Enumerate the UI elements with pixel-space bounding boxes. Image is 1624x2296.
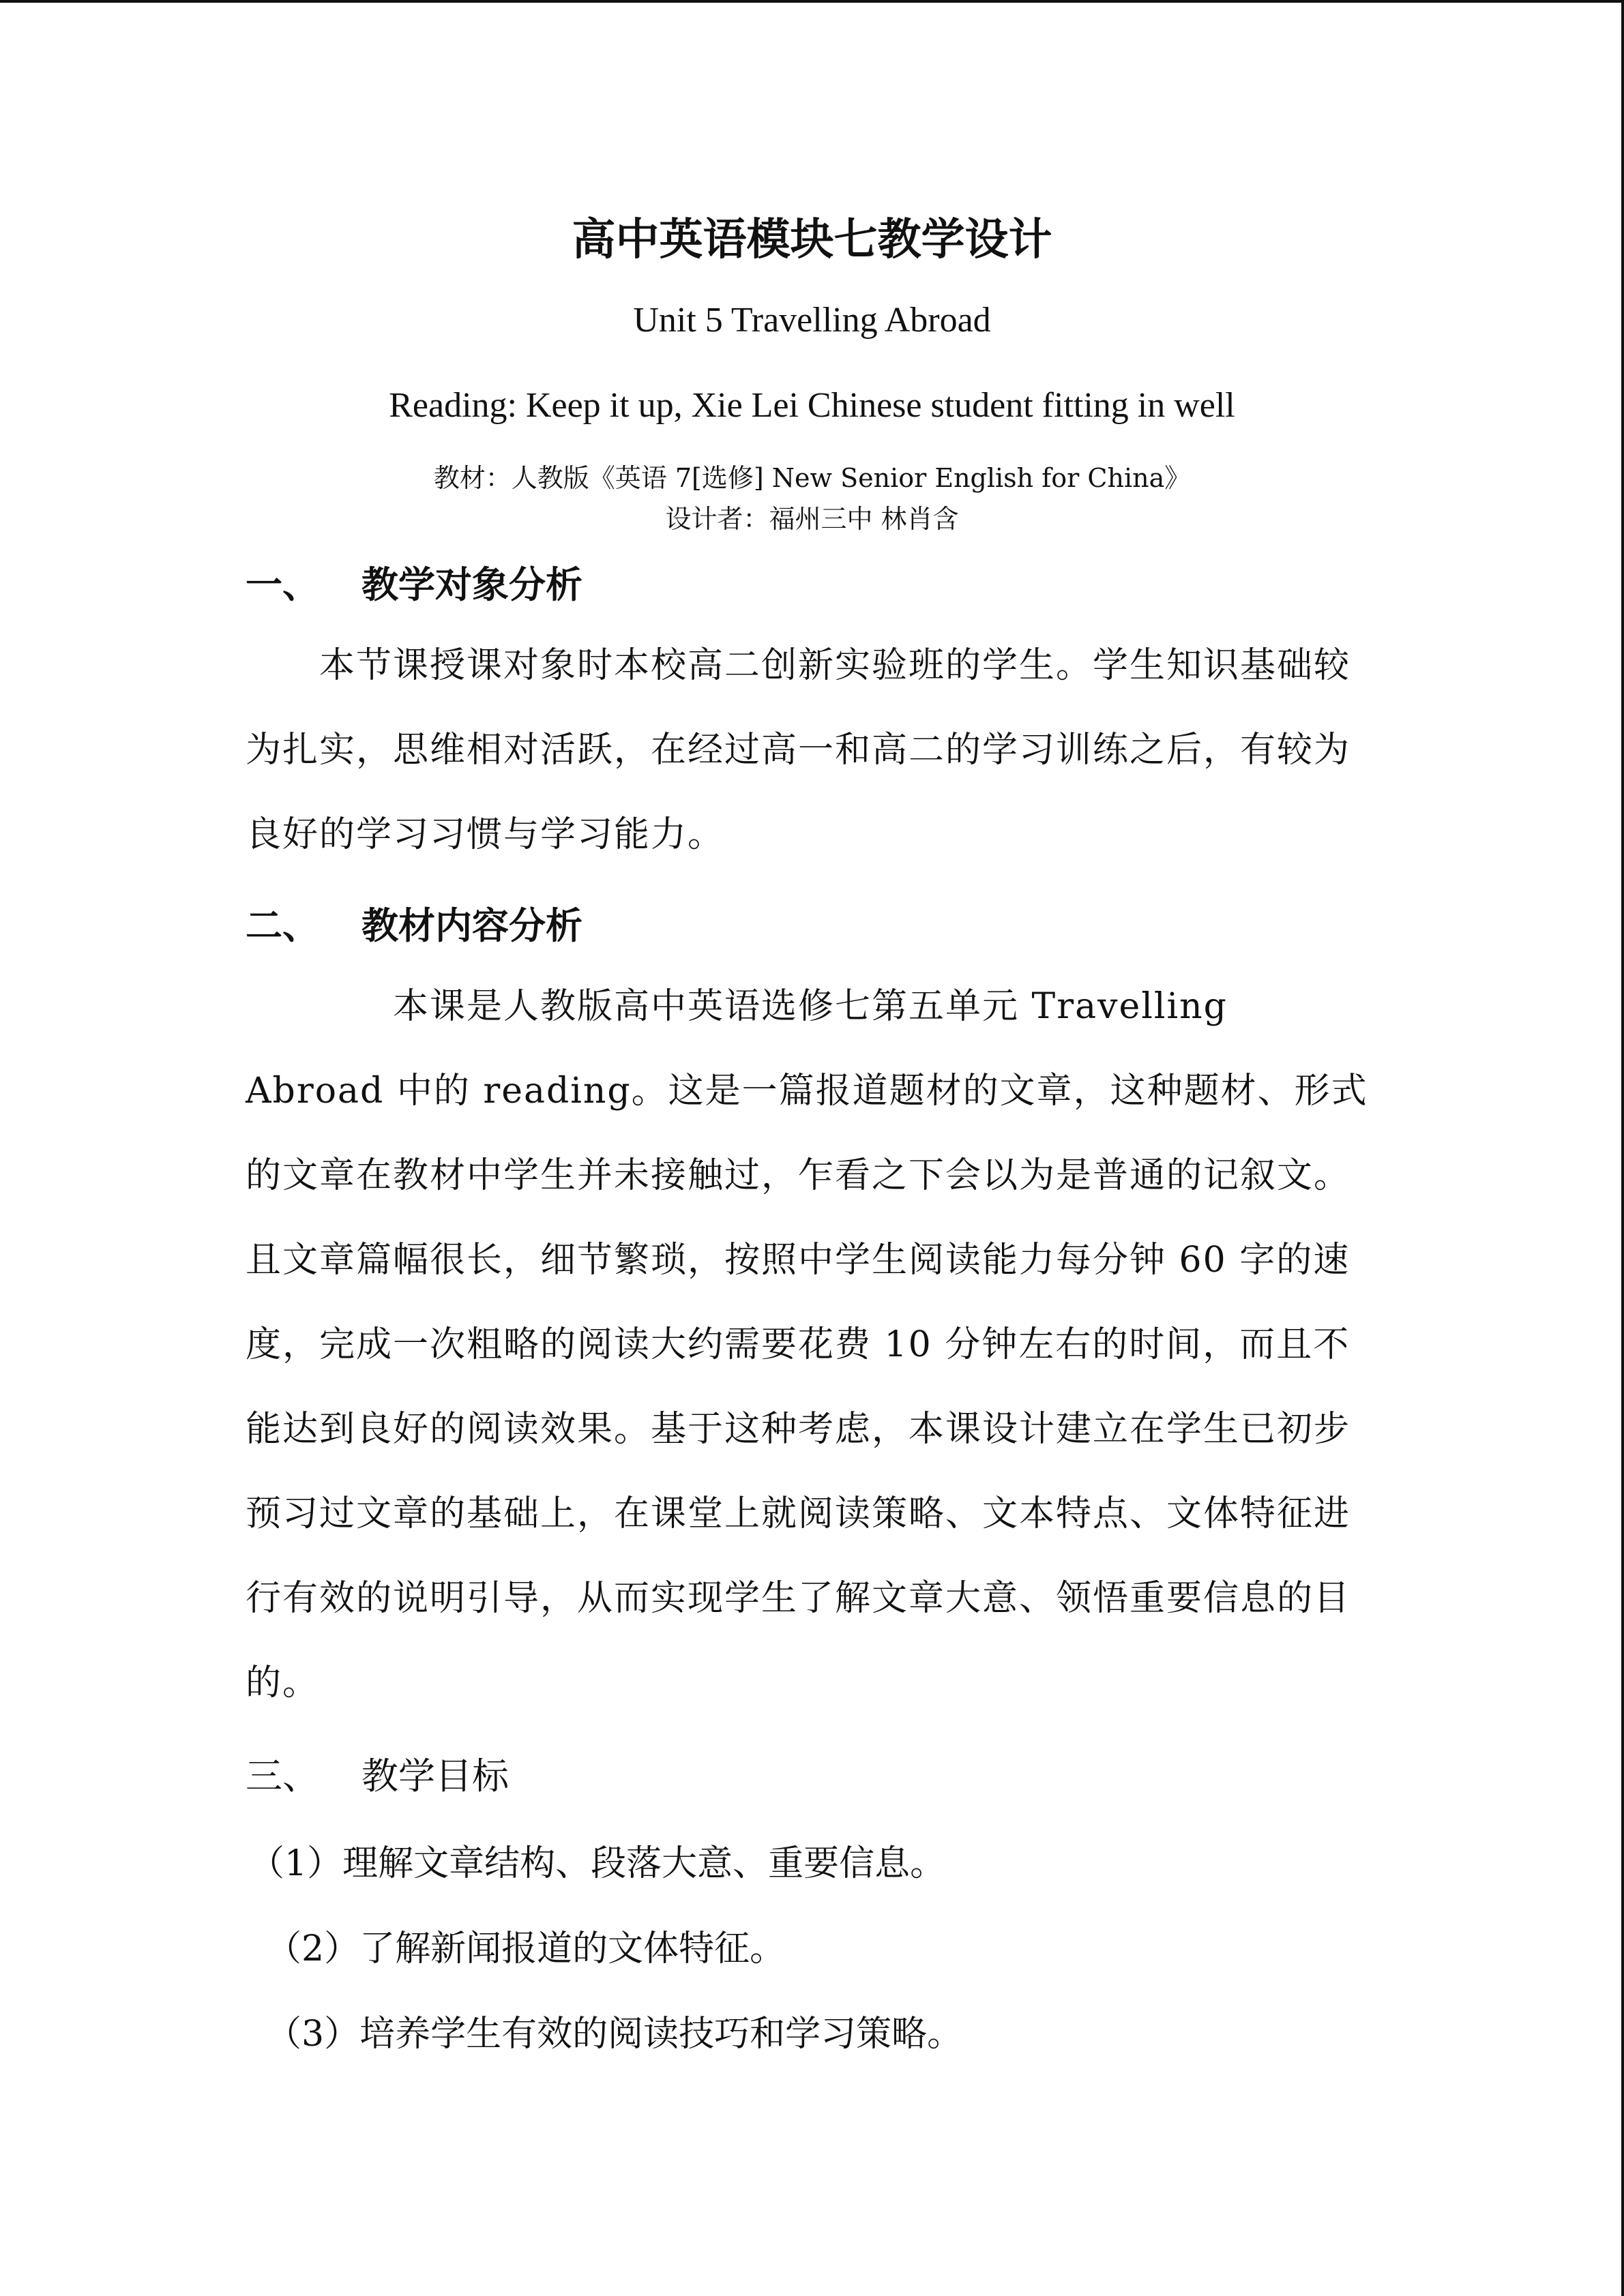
- section-heading-2: [246, 897, 582, 949]
- section-body-1: 本节课授课对象时本校高二创新实验班的学生。学生知识基础较为扎实，思维相对活跃，在经过高一和高二的学习训练之后，有较为良好的学习习惯与学习能力。: [246, 645, 1351, 855]
- section-number: 一、: [246, 563, 319, 606]
- page-border-right: [1621, 0, 1624, 2296]
- page-border-top: [0, 0, 1624, 3]
- section-body-2: 本课是人教版高中英语选修七第五单元 Travelling Abroad 中的 reading。这是一篇报道题材的文章，这种题材、形式的文章在教材中学生并未接触过，乍看之下会以为是普通的记叙文。且文章篇幅很长，细节繁琐，按照中学生阅读能力每分钟 60 字的速度，完成一次粗略的阅读大约需要花费 10 分钟左右的时间，而且不能达到良好的阅读效果。基于这种考虑，本课设计建立在学生已初步预习过文章的基础上，在课堂上就阅读策略、文本特点、文体特征进行有效的说明引导，从而实现学生了解文章大意、领悟重要信息的目的。: [246, 986, 1368, 1703]
- document-title: 高中英语模块七教学设计: [572, 215, 1052, 265]
- section-title: 教学对象分析: [361, 563, 582, 606]
- reading-subtitle: Reading: Keep it up, Xie Lei Chinese student fitting in well: [389, 386, 1235, 425]
- objective-item-2: （2）了解新闻报道的文体特征。: [266, 1928, 786, 1969]
- objective-item-1: （1）理解文章结构、段落大意、重要信息。: [249, 1843, 946, 1884]
- section-number: 二、: [246, 904, 319, 947]
- section-title: 教学目标: [361, 1755, 509, 1798]
- designer-line: 设计者：福州三中 林肖含: [665, 504, 959, 534]
- objective-item-3: （3）培养学生有效的阅读技巧和学习策略。: [266, 2014, 963, 2055]
- section-heading-3: [246, 1747, 509, 1800]
- textbook-line: 教材：人教版《英语 7[选修] New Senior English for China》: [433, 463, 1191, 493]
- section-title: 教材内容分析: [361, 904, 582, 947]
- section-heading-1: [246, 556, 582, 608]
- unit-subtitle: Unit 5 Travelling Abroad: [633, 301, 991, 340]
- section-number: 三、: [246, 1755, 319, 1798]
